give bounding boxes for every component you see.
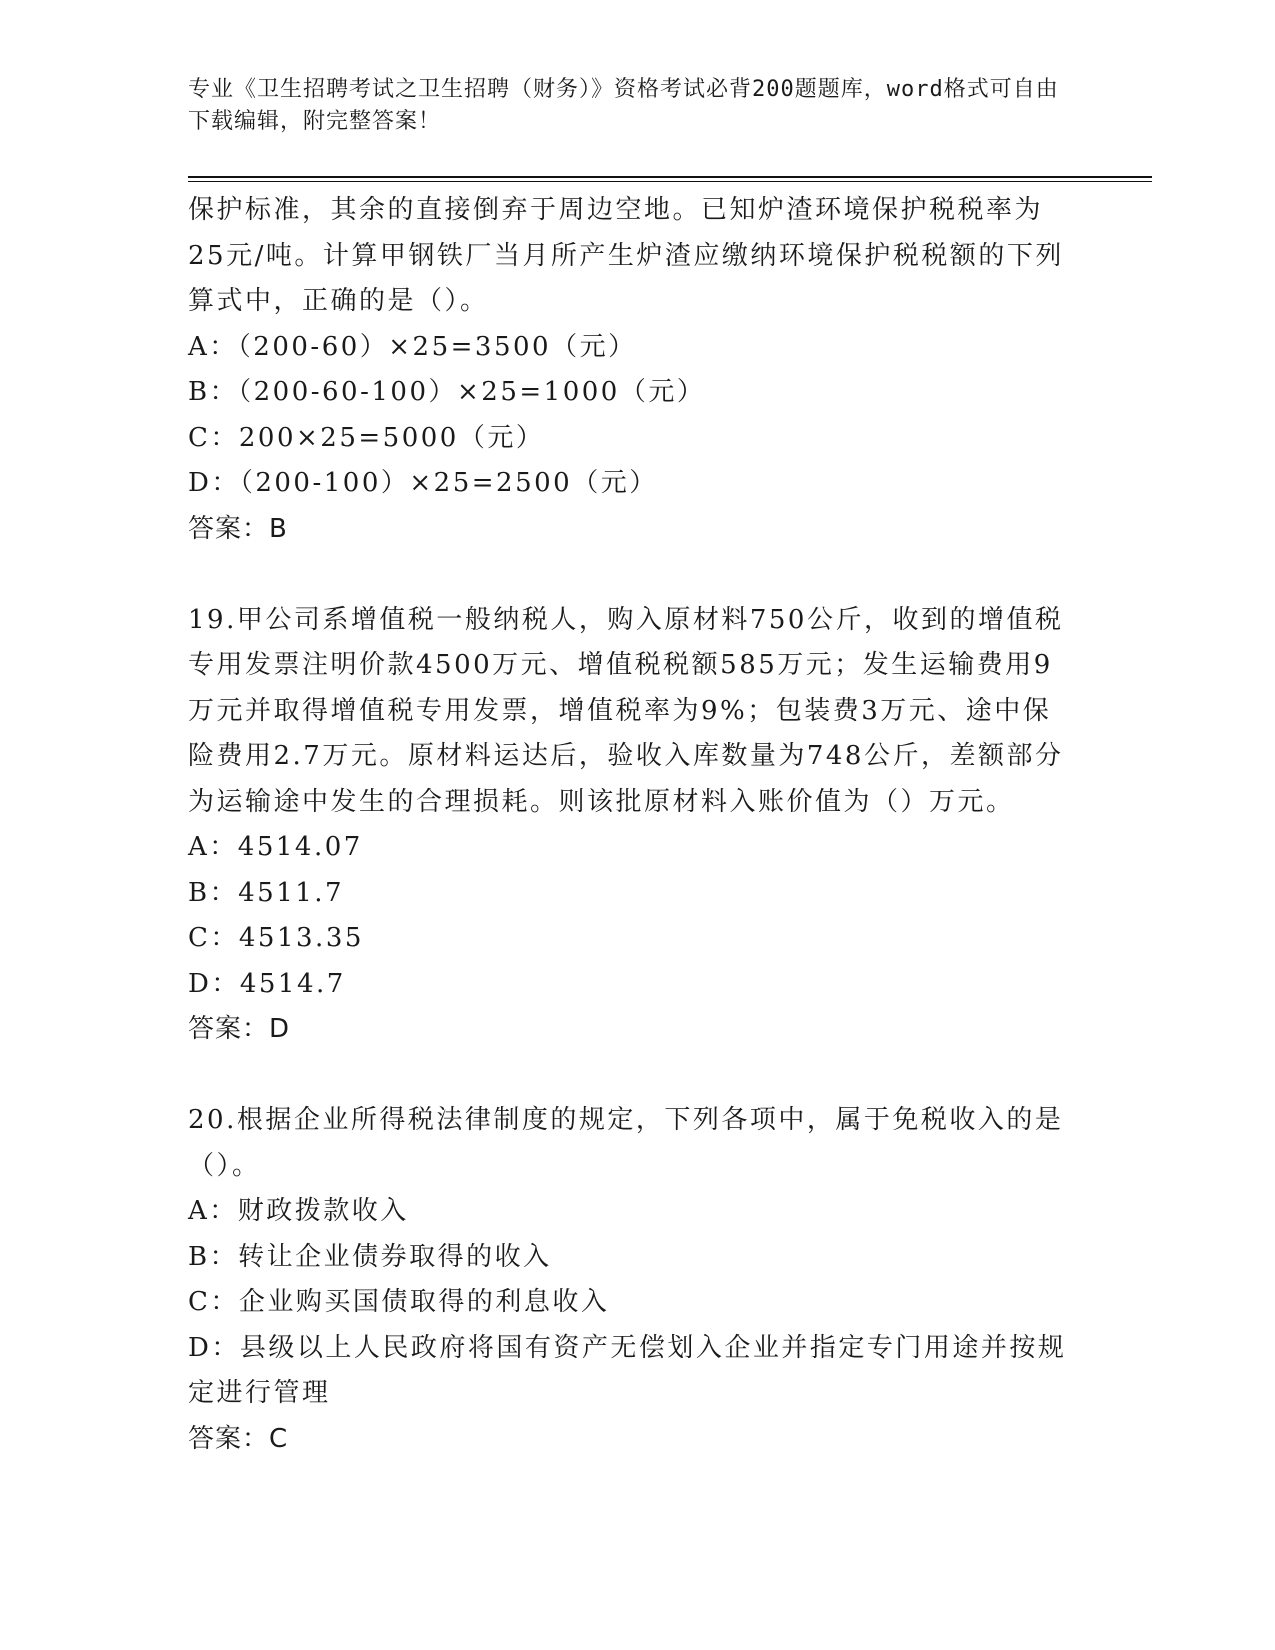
spacer bbox=[188, 552, 1078, 598]
question-20 bbox=[188, 1098, 1078, 1462]
option-a: A：（200-60）×25=3500（元） bbox=[188, 331, 637, 362]
answer-line: 答案：C bbox=[188, 1423, 289, 1454]
option-a: A：财政拨款收入 bbox=[188, 1196, 409, 1226]
option-b: B：4511.7 bbox=[188, 877, 345, 908]
option-d: D：（200-100）×25=2500（元） bbox=[188, 468, 658, 498]
option-c: C：企业购买国债取得的利息收入 bbox=[188, 1287, 610, 1317]
option-b: B：转让企业债券取得的收入 bbox=[188, 1241, 552, 1272]
answer-line: 答案：D bbox=[188, 1014, 291, 1044]
question-stem: 20.根据企业所得税法律制度的规定，下列各项中，属于免税收入的是（）。 bbox=[188, 1105, 1064, 1181]
page-header: 专业《卫生招聘考试之卫生招聘（财务）》资格考试必背200题题库，word格式可自由下载编辑，附完整答案！ bbox=[188, 77, 1059, 134]
header-divider-thin bbox=[188, 181, 1152, 182]
question-stem: 保护标准，其余的直接倒弃于周边空地。已知炉渣环境保护税税率为25元/吨。计算甲钢铁厂当月所产生炉渣应缴纳环境保护税税额的下列算式中，正确的是（）。 bbox=[188, 195, 1064, 316]
question-18 bbox=[188, 188, 1078, 552]
question-19 bbox=[188, 598, 1078, 1053]
option-c: C：4513.35 bbox=[188, 923, 364, 953]
option-c: C：200×25=5000（元） bbox=[188, 422, 545, 453]
option-a: A：4514.07 bbox=[188, 832, 363, 862]
option-d: D：县级以上人民政府将国有资产无偿划入企业并指定专门用途并按规定进行管理 bbox=[188, 1332, 1067, 1408]
spacer bbox=[188, 1053, 1078, 1099]
header-divider bbox=[188, 176, 1152, 178]
option-b: B：（200-60-100）×25=1000（元） bbox=[188, 377, 706, 407]
document-body bbox=[188, 188, 1078, 1462]
question-stem: 19.甲公司系增值税一般纳税人，购入原材料750公斤，收到的增值税专用发票注明价款4500万元、增值税税额585万元；发生运输费用9万元并取得增值税专用发票，增值税率为9%；包装费3万元、途中保险费用2.7万元。原材料运达后，验收入库数量为748公斤，差额部分为运输途中发生的合理损耗。则该批原材料入账价值为（）万元。 bbox=[188, 604, 1064, 817]
option-d: D：4514.7 bbox=[188, 968, 346, 999]
answer-line: 答案：B bbox=[188, 513, 288, 544]
